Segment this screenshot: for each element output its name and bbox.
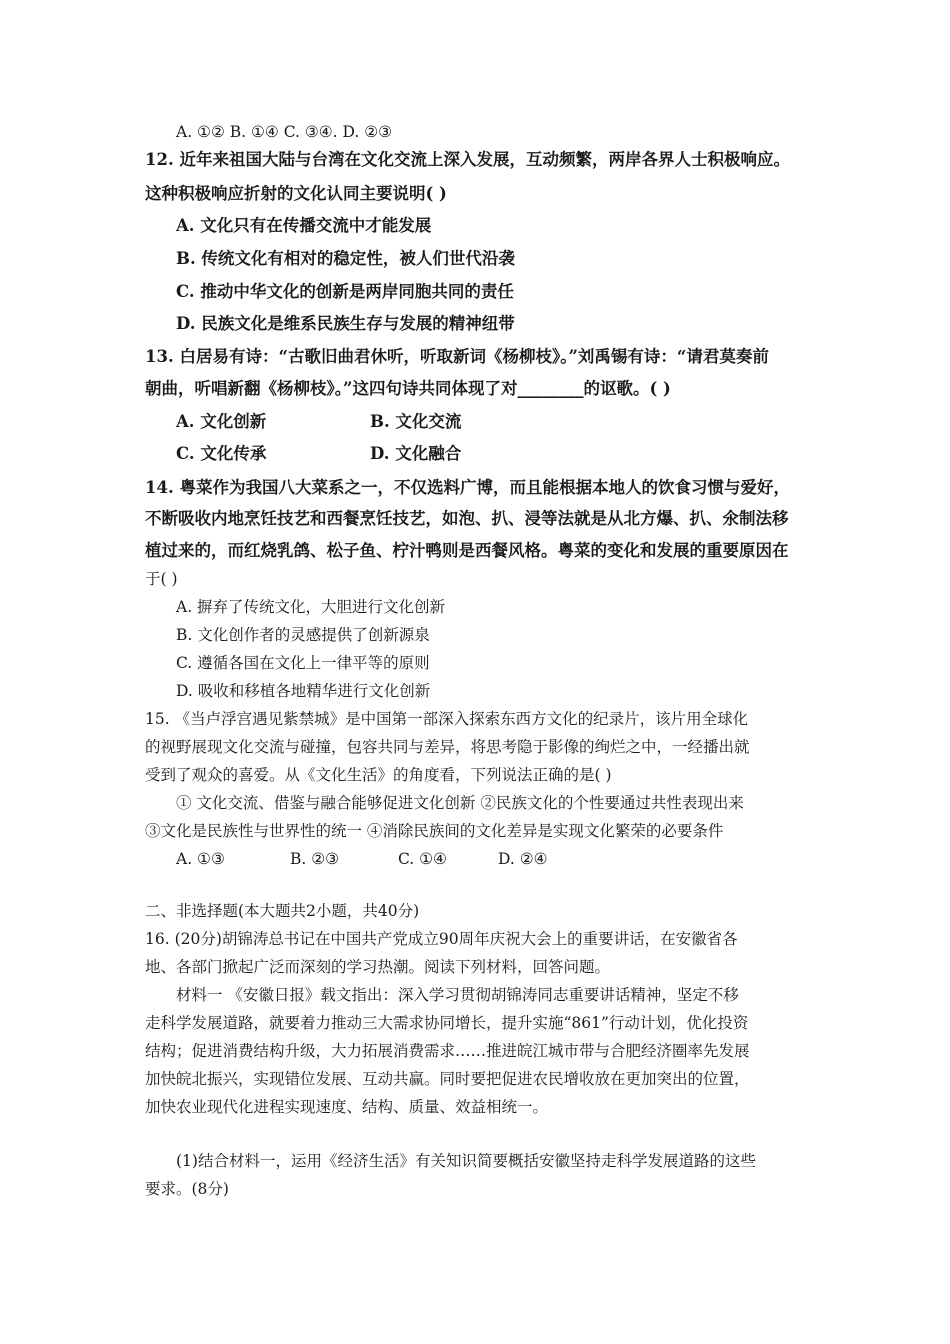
q16-stem-line-1: 16. (20分)胡锦涛总书记在中国共产党成立90周年庆祝大会上的重要讲话，在安徽省各 xyxy=(145,930,738,948)
q12-option-d: D. 民族文化是维系民族生存与发展的精神纽带 xyxy=(176,314,515,333)
q16-sub1-line-2: 要求。(8分) xyxy=(145,1180,229,1198)
q15-statements-line-2: ③文化是民族性与世界性的统一 ④消除民族间的文化差异是实现文化繁荣的必要条件 xyxy=(145,822,724,840)
q16-material-line-2: 走科学发展道路，就要着力推动三大需求协同增长，提升实施“861”行动计划，优化投资 xyxy=(145,1014,749,1032)
q16-material-line-1: 材料一 《安徽日报》载文指出：深入学习贯彻胡锦涛同志重要讲话精神，坚定不移 xyxy=(176,986,739,1004)
q14-stem-line-4: 于( ) xyxy=(145,570,178,588)
q13-option-d: D. 文化融合 xyxy=(370,444,462,463)
q16-sub1-line-1: (1)结合材料一，运用《经济生活》有关知识简要概括安徽坚持走科学发展道路的这些 xyxy=(176,1152,756,1170)
q14-option-a: A. 摒弃了传统文化，大胆进行文化创新 xyxy=(176,598,446,616)
q16-stem-line-2: 地、各部门掀起广泛而深刻的学习热潮。阅读下列材料，回答问题。 xyxy=(145,958,611,976)
q12-option-a: A. 文化只有在传播交流中才能发展 xyxy=(176,216,432,235)
q14-stem-line-3: 植过来的，而红烧乳鸽、松子鱼、柠汁鸭则是西餐风格。粤菜的变化和发展的重要原因在 xyxy=(145,541,789,560)
q12-option-b: B. 传统文化有相对的稳定性，被人们世代沿袭 xyxy=(176,249,515,268)
q15-stem-line-2: 的视野展现文化交流与碰撞，包容共同与差异，将思考隐于影像的绚烂之中，一经播出就 xyxy=(145,738,750,756)
q12-stem-line-1: 12. 近年来祖国大陆与台湾在文化交流上深入发展，互动频繁，两岸各界人士积极响应。 xyxy=(145,150,790,169)
q13-option-a: A. 文化创新 xyxy=(176,412,267,431)
q14-option-d: D. 吸收和移植各地精华进行文化创新 xyxy=(176,682,431,700)
q15-option-c: C. ①④ xyxy=(398,850,447,868)
q16-material-line-5: 加快农业现代化进程实现速度、结构、质量、效益相统一。 xyxy=(145,1098,549,1116)
q13-option-c: C. 文化传承 xyxy=(176,444,267,463)
q15-stem-line-1: 15. 《当卢浮宫遇见紫禁城》是中国第一部深入探索东西方文化的纪录片，该片用全球化 xyxy=(145,710,749,728)
q15-option-a: A. ①③ xyxy=(176,850,225,868)
section-2-heading: 二、非选择题(本大题共2小题，共40分) xyxy=(145,902,420,920)
q14-option-b: B. 文化创作者的灵感提供了创新源泉 xyxy=(176,626,430,644)
q14-stem-line-2: 不断吸收内地烹饪技艺和西餐烹饪技艺，如泡、扒、浸等法就是从北方爆、扒、氽制法移 xyxy=(145,509,789,528)
q12-option-c: C. 推动中华文化的创新是两岸同胞共同的责任 xyxy=(176,282,514,301)
q15-stem-line-3: 受到了观众的喜爱。从《文化生活》的角度看，下列说法正确的是( ) xyxy=(145,766,612,784)
q15-statements-line-1: ① 文化交流、借鉴与融合能够促进文化创新 ②民族文化的个性要通过共性表现出来 xyxy=(176,794,744,812)
q14-stem-line-1: 14. 粤菜作为我国八大菜系之一，不仅选料广博，而且能根据本地人的饮食习惯与爱好， xyxy=(145,478,790,497)
q14-option-c: C. 遵循各国在文化上一律平等的原则 xyxy=(176,654,430,672)
q11-options: A. ①② B. ①④ C. ③④. D. ②③ xyxy=(176,123,393,141)
q13-option-b: B. 文化交流 xyxy=(370,412,462,431)
q13-stem-line-2: 朝曲，听唱新翻《杨柳枝》。”这四句诗共同体现了对________的讴歌。( ) xyxy=(145,379,671,398)
q16-material-line-3: 结构；促进消费结构升级，大力拓展消费需求……推进皖江城市带与合肥经济圈率先发展 xyxy=(145,1042,750,1060)
q16-material-line-4: 加快皖北振兴，实现错位发展、互动共赢。同时要把促进农民增收放在更加突出的位置， xyxy=(145,1070,750,1088)
q15-option-d: D. ②④ xyxy=(498,850,548,868)
q12-stem-line-2: 这种积极响应折射的文化认同主要说明( ) xyxy=(145,184,447,203)
q13-stem-line-1: 13. 白居易有诗：“古歌旧曲君休听，听取新词《杨柳枝》。”刘禹锡有诗：“请君莫奏前 xyxy=(145,347,769,366)
q15-option-b: B. ②③ xyxy=(290,850,340,868)
